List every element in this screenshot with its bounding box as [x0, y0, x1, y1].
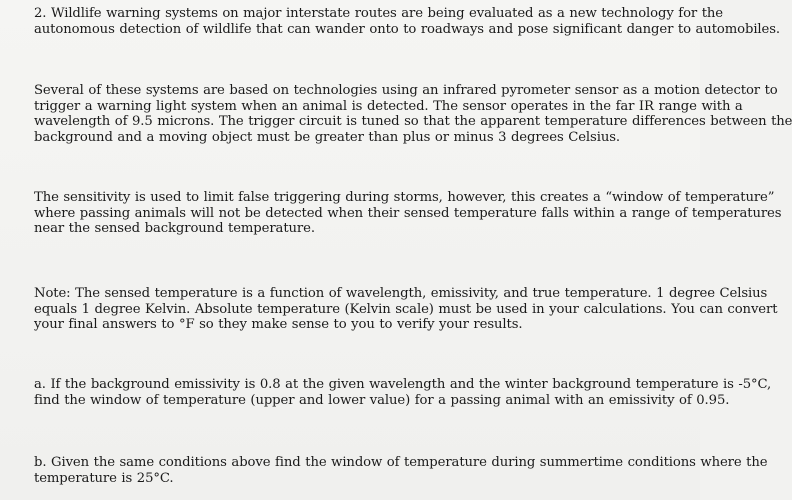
text-line: background and a moving object must be greater than plus or minus 3 degrees Celsius.: [34, 129, 620, 145]
text-line: temperature is 25°C.: [34, 470, 174, 486]
text-line: b. Given the same conditions above find the window of temperature during summertime conditions where the: [34, 455, 768, 470]
text-line: Several of these systems are based on technologies using an infrared pyrometer sensor as a motion detector to: [34, 83, 778, 98]
text-line: where passing animals will not be detected when their sensed temperature falls within a range of temperatures: [34, 205, 782, 221]
text-line: equals 1 degree Kelvin. Absolute temperature (Kelvin scale) must be used in your calculations. You can convert: [34, 301, 778, 317]
text-line: trigger a warning light system when an animal is detected. The sensor operates in the far IR range with a: [34, 98, 743, 114]
note-paragraph: [34, 286, 778, 333]
text-line: The sensitivity is used to limit false triggering during storms, however, this creates a “window of temperature”: [34, 190, 775, 205]
question-intro-paragraph: [34, 6, 781, 37]
text-line: 2. Wildlife warning systems on major interstate routes are being evaluated as a new technology for the: [34, 6, 723, 21]
text-line: your final answers to °F so they make sense to you to verify your results.: [34, 317, 523, 332]
text-line: wavelength of 9.5 microns. The trigger circuit is tuned so that the apparent temperature differences between the: [34, 114, 792, 129]
sensitivity-paragraph: [34, 190, 782, 237]
text-line: autonomous detection of wildlife that can wander onto to roadways and pose significant danger to automobiles.: [34, 21, 781, 37]
text-line: near the sensed background temperature.: [34, 221, 315, 236]
part-a-paragraph: [34, 377, 772, 408]
system-description-paragraph: [34, 83, 792, 145]
part-b-paragraph: [34, 455, 768, 486]
text-line: a. If the background emissivity is 0.8 at the given wavelength and the winter background temperature is -5°C,: [34, 377, 772, 392]
text-line: Note: The sensed temperature is a function of wavelength, emissivity, and true temperature. 1 degree Celsius: [34, 286, 768, 301]
text-line: find the window of temperature (upper and lower value) for a passing animal with an emissivity of 0.95.: [34, 392, 730, 408]
